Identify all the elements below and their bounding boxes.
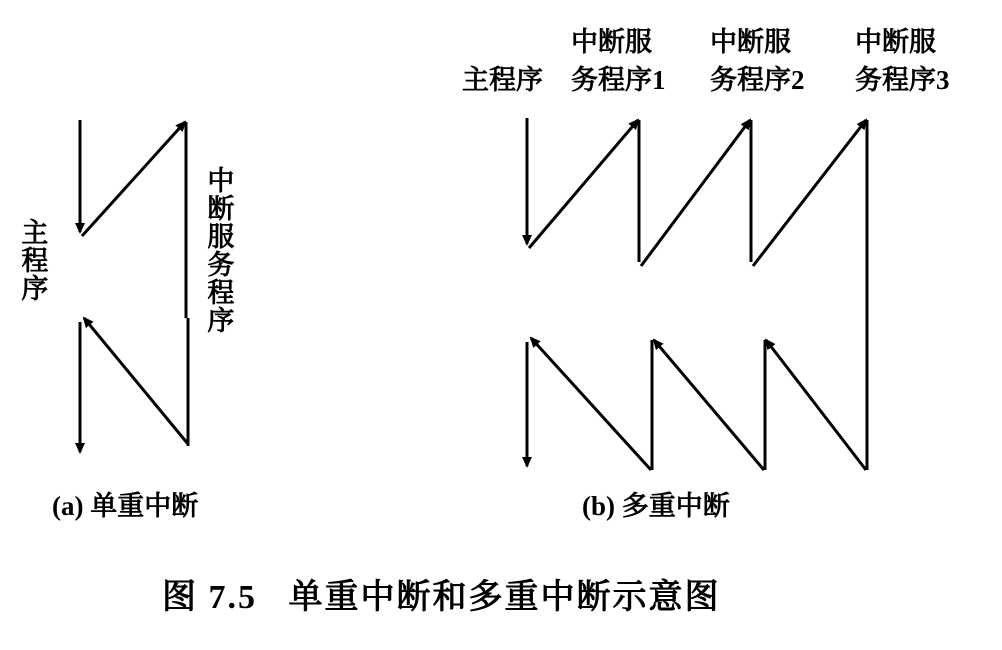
panel-b-return-isr2-isr1 <box>654 340 764 470</box>
panel-b-isr2-label-line1: 中断服 <box>710 27 791 57</box>
panel-b-isr1-label-line2: 务程序1 <box>571 65 666 95</box>
panel-b-jump-isr2 <box>641 120 750 266</box>
panel-b-jump-isr3 <box>753 120 866 266</box>
panel-b-isr2-label-line2: 务程序2 <box>710 65 805 95</box>
panel-b-graphic-lower <box>527 338 866 470</box>
panel-b-main-program-label: 主程序 <box>462 65 543 95</box>
panel-b-graphic-upper <box>527 118 867 470</box>
panel-b-return-isr1-main <box>531 338 651 470</box>
panel-a-isr-label: 中断服务程序 <box>203 166 234 334</box>
panel-b-isr3-label-line2: 务程序3 <box>855 65 950 95</box>
panel-b-isr1-label-line1: 中断服 <box>571 27 652 57</box>
figure-caption: 图 7.5 单重中断和多重中断示意图 <box>162 579 721 616</box>
panel-b-caption: (b) 多重中断 <box>582 491 730 521</box>
panel-a-main-program-label: 主程序 <box>17 218 48 302</box>
panel-b-jump-isr1 <box>529 120 638 248</box>
panel-a-jump-to-isr <box>82 122 185 236</box>
panel-a-caption: (a) 单重中断 <box>52 491 199 521</box>
panel-b-return-isr3-isr2 <box>766 340 866 470</box>
panel-a-graphic <box>80 120 188 452</box>
panel-a-return-to-main <box>84 318 188 444</box>
panel-b-isr3-label-line1: 中断服 <box>855 27 936 57</box>
